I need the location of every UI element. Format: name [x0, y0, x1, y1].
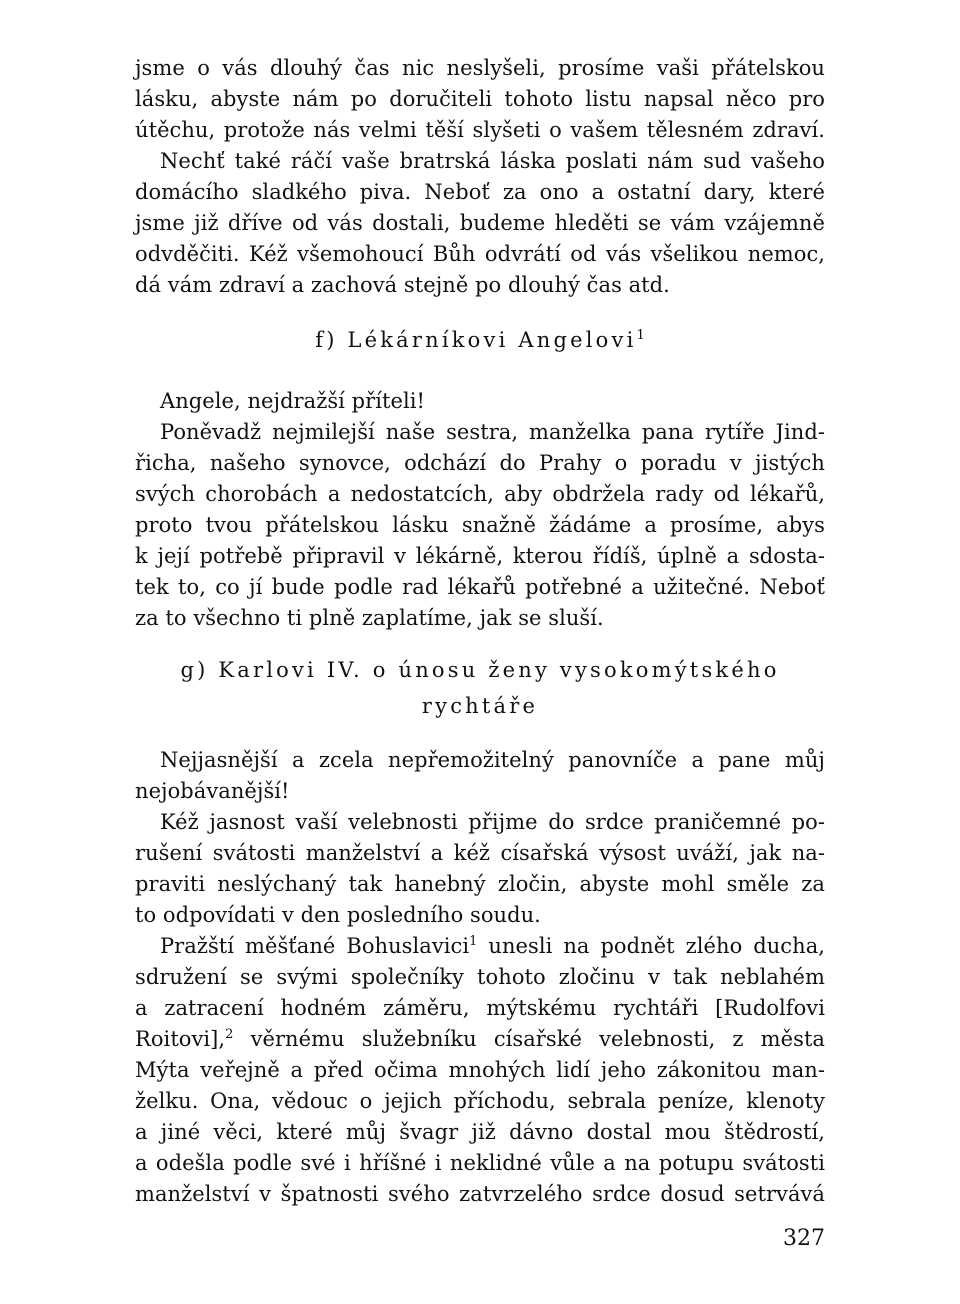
section-f-heading — [135, 324, 825, 356]
text-line: domácího sladkého piva. Neboť za ono a ostatní dary, které — [135, 180, 825, 204]
text-segment: unesli na podnět zlého ducha, — [477, 934, 825, 958]
text-line: a jiné věci, které můj švagr již dávno dostal mou štědrostí, — [135, 1120, 825, 1144]
text-line: řicha, našeho synovce, odchází do Prahy o poradu v jistých — [135, 451, 825, 475]
text-line — [135, 1024, 825, 1055]
text-line: Mýta veřejně a před očima mnohých lidí jeho zákonitou man- — [135, 1058, 825, 1082]
footnote-marker: 1 — [469, 934, 478, 949]
text-line: proto tvou přátelskou lásku snažně žádáme a prosíme, abys — [135, 513, 825, 537]
paragraph-continuation — [135, 53, 825, 301]
footnote-marker: 1 — [636, 328, 645, 343]
footnote-marker: 2 — [225, 1027, 234, 1042]
text-line: sdružení se svými společníky tohoto zločinu v tak neblahém — [135, 965, 825, 989]
text-line: želku. Ona, vědouc o jejich příchodu, sebrala peníze, klenoty — [135, 1089, 825, 1113]
heading-text: f) Lékárníkovi Angelovi — [315, 328, 637, 352]
text-line: odvděčiti. Kéž všemohoucí Bůh odvrátí od vás všelikou nemoc, — [135, 242, 825, 266]
salutation-end: nejobávanější! — [135, 779, 290, 803]
text-line: svých chorobách a nedostatcích, aby obdržela rady od lékařů, — [135, 482, 825, 506]
text-segment: Roitovi], — [135, 1027, 226, 1051]
page-number: 327 — [783, 1226, 825, 1251]
salutation: Nejjasnější a zcela nepřemožitelný panovníče a pane můj — [160, 748, 825, 772]
section-f-body — [135, 386, 825, 634]
text-line: lásku, abyste nám po doručiteli tohoto listu napsal něco pro — [135, 87, 825, 111]
text-line: praviti neslýchaný tak hanebný zločin, abyste mohl směle za — [135, 872, 825, 896]
section-g-heading-line-2: rychtáře — [421, 694, 539, 718]
text-segment: věrnému služebníku císařské velebnosti, z města — [233, 1027, 825, 1051]
text-line: jsme již dříve od vás dostali, budeme hleděti se vám vzájemně — [135, 211, 825, 235]
text-line: dá vám zdraví a zachová stejně po dlouhý čas atd. — [135, 273, 670, 297]
text-line: jsme o vás dlouhý čas nic neslyšeli, prosíme vaši přátelskou — [135, 56, 825, 80]
salutation: Angele, nejdražší příteli! — [160, 389, 425, 413]
text-line: k její potřebě připravil v lékárně, kterou řídíš, úplně a sdosta- — [135, 544, 825, 568]
text-line: za to všechno ti plně zaplatíme, jak se sluší. — [135, 606, 604, 630]
text-segment: Pražští měšťané Bohuslavici — [160, 934, 470, 958]
text-line: Kéž jasnost vaší velebnosti přijme do srdce praničemné po- — [160, 810, 825, 834]
text-line: manželství v špatnosti svého zatvrzelého srdce dosud setrvává — [135, 1182, 825, 1206]
text-line: a odešla podle své i hříšné i neklidné vůle a na potupu svátosti — [135, 1151, 825, 1175]
text-line: to odpovídati v den posledního soudu. — [135, 903, 541, 927]
text-line — [135, 931, 825, 962]
text-line: tek to, co jí bude podle rad lékařů potřebné a užitečné. Neboť — [135, 575, 825, 599]
text-line: Poněvadž nejmilejší naše sestra, manželka pana rytíře Jind- — [160, 420, 825, 444]
section-g-body — [135, 745, 825, 1210]
text-line: útěchu, protože nás velmi těší slyšeti o vašem tělesném zdraví. — [135, 118, 825, 142]
text-line: Nechť také ráčí vaše bratrská láska poslati nám sud vašeho — [160, 149, 825, 173]
text-line: rušení svátosti manželství a kéž císařská výsost uváží, jak na- — [135, 841, 825, 865]
section-g-heading-line-1: g) Karlovi IV. o únosu ženy vysokomýtského — [180, 658, 780, 682]
text-line: a zatracení hodném záměru, mýtskému rychtáři [Rudolfovi — [135, 996, 825, 1020]
